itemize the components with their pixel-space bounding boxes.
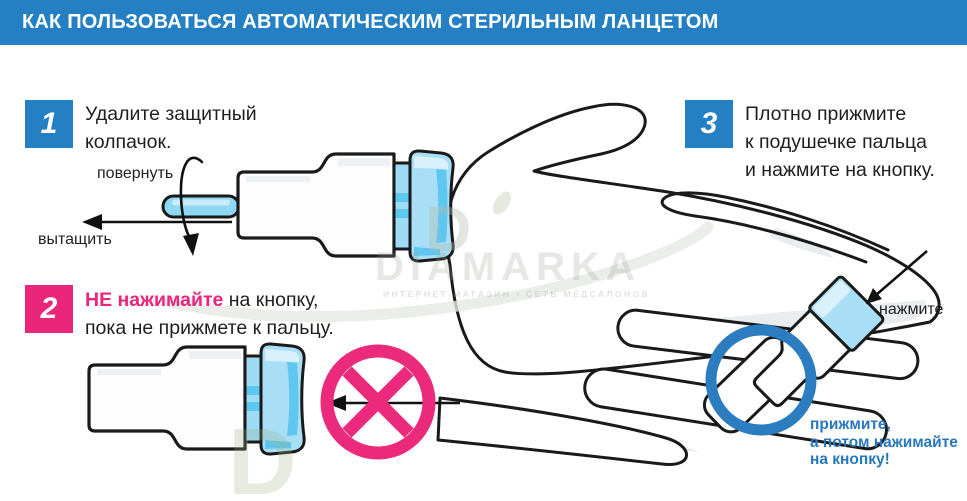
header-bar (0, 0, 967, 45)
press-note (810, 416, 958, 469)
step-3-number: 3 (700, 107, 718, 140)
watermark-logo-letter: D (425, 193, 472, 265)
watermark-tagline: ИНТЕРНЕТ-МАГАЗИН • СЕТЬ МЕДСАЛОНОВ (383, 289, 651, 299)
step-2-highlight: НЕ нажимайте (85, 289, 224, 311)
watermark-brand: DIAMARKA (375, 245, 641, 289)
pull-label: вытащить (38, 231, 112, 248)
step-3-line-2: к подушечке пальца (745, 131, 928, 153)
protective-cap-stick (163, 196, 239, 217)
step-2-badge (25, 285, 73, 333)
step-2-text (85, 286, 334, 342)
step-2-line-2: пока не прижмете к пальцу. (85, 317, 334, 339)
press-note-line-1: прижмите, (810, 416, 891, 433)
step-3-badge (685, 100, 733, 148)
page-title: КАК ПОЛЬЗОВАТЬСЯ АВТОМАТИЧЕСКИМ СТЕРИЛЬНЫМ ЛАНЦЕТОМ (22, 11, 719, 33)
press-label: нажмите (879, 301, 944, 318)
step-2-line-1 (85, 286, 334, 314)
press-note-line-2: а потом нажимайте (810, 433, 958, 451)
press-note-line-3: на кнопку! (810, 451, 890, 468)
step-3-line-3: и нажмите на кнопку. (745, 159, 935, 181)
rotate-label: повернуть (97, 165, 174, 182)
step-1-line-2: колпачок. (85, 131, 172, 153)
step-2-number: 2 (40, 292, 58, 325)
step-3-text (745, 100, 935, 184)
step-1-text (85, 100, 257, 156)
step-2-after-highlight: на кнопку, (223, 289, 319, 311)
step-1-line-1: Удалите защитный (85, 103, 257, 125)
step-1-number: 1 (40, 107, 58, 140)
step-1-badge (25, 100, 73, 148)
step-3-line-1: Плотно прижмите (745, 103, 907, 125)
watermark-bottom-letter: D (228, 409, 297, 501)
